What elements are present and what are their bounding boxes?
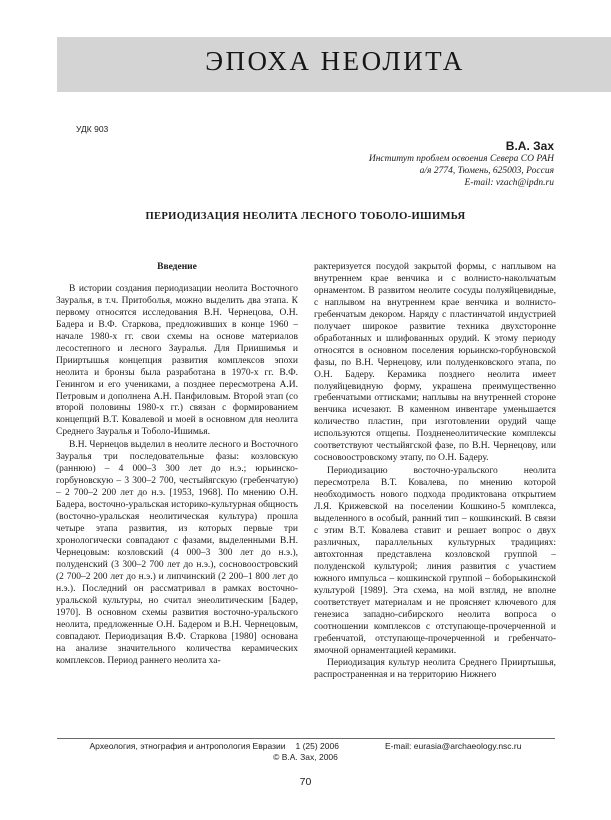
right-column [314, 262, 556, 682]
left-column [56, 258, 298, 667]
author-block [369, 139, 554, 189]
body-paragraph: Периодизацию восточно-уральского неолита пересмотрела В.Т. Ковалева, по мнению которой необходимость нового подхода продиктована открытием Л.Я. Крижевской на поселении Кошкино-5 комплекса, выделенного в особый, ранний тип – кошкинский. В связи с этим В.Т. Ковалева ставит и решает вопрос о двух различных, параллельных культурных традициях: автохтонная представлена козловской группой – полуденской культурой; линия развития с участием южного импульса – кошкинской группой – боборыкинской культурой [1989]. Эта схема, на мой взгляд, не вполне соответствует материалам и не проясняет ключевого для генезиса западно-сибирского неолита вопроса о соотношении комплексов с отступающе-прочерченной и гребенчатой, отступающе-прочерченной и гребенчато-ямочной орнаментацией керамики. [314, 466, 556, 656]
journal-issue: 1 (25) 2006 [295, 741, 339, 751]
page-footer [0, 741, 611, 763]
article-title: ПЕРИОДИЗАЦИЯ НЕОЛИТА ЛЕСНОГО ТОБОЛО-ИШИМЬЯ [145, 211, 466, 222]
footer-divider [57, 738, 555, 739]
journal-title: Археология, этнография и антропология Евразии [89, 741, 286, 751]
copyright: © В.А. Зах, 2006 [273, 752, 338, 762]
page-number: 70 [299, 776, 312, 788]
journal-email[interactable]: E-mail: eurasia@archaeology.nsc.ru [384, 741, 522, 751]
author-name: В.А. Зах [505, 139, 554, 153]
author-email[interactable]: E-mail: vzach@ipdn.ru [464, 178, 554, 188]
body-paragraph: Периодизация культур неолита Среднего Прииртышья, распространенная и на территорию Нижнего [314, 658, 556, 681]
author-affiliation: Институт проблем освоения Севера СО РАН [368, 154, 554, 164]
author-address: а/я 2774, Тюмень, 625003, Россия [419, 166, 554, 176]
body-paragraph: В.Н. Чернецов выделил в неолите лесного и Восточного Зауралья три последовательные фазы: козловскую (раннюю) – 4 000–3 300 лет до н.э.; юрьинско-горбуновскую – 3 300–2 700, честыйягскую (гребенчатую) – 2 700–2 200 лет до н.э. [1953, 1968]. По мнению О.Н. Бадера, восточно-уральская историко-культурная общность (восточно-уральская неолитическая культура) прошла четыре этапа развития, из которых первые три хронологически совпадают с фазами, выделенными В.Н. Чернецовым: козловский (4 000–3 300 лет до н.э.), полуденский (3 300–2 700 лет до н.э.), сосновоостровский (2 700–2 200 лет до н.э.) и липчинский (2 200–1 800 лет до н.э.). Последний он рассматривал в рамках восточно-уральской культуры, но считал энеолитическим [Бадер, 1970]. В основном схемы развития восточно-уральского неолита, предложенные О.Н. Бадером и В.Н. Чернецовым, совпадают. Периодизация В.Ф. Старкова [1980] основана на анализе значительного количества керамических комплексов. Период раннего неолита ха- [56, 440, 298, 666]
body-paragraph: В истории создания периодизации неолита Восточного Зауралья, в т.ч. Притоболья, можно выделить два этапа. К первому относятся исследования В.Н. Чернецова, О.Н. Бадера и В.Ф. Старкова, предложивших в конце 1960 – начале 1980-х гг. свои схемы на основе материалов лесостепного и лесного Зауралья. Для Приишимья и Прииртышья концепция развития комплексов эпохи неолита и бронзы была разработана в 1970-х гг. В.Ф. Генингом и его учениками, а позднее пересмотрена А.И. Петровым и дополнена А.Н. Панфиловым. Второй этап (со второй половины 1980-х гг.) связан с формированием концепций В.Т. Ковалевой и моей в основном для неолита Среднего Зауралья и Тоболо-Ишимья. [56, 283, 298, 438]
udk-code: УДК 903 [76, 124, 109, 134]
body-paragraph: рактеризуется посудой закрытой формы, с наплывом на внутреннем крае венчика и с волнисто-накольчатым орнаментом. В развитом неолите сосуды полуяйцевидные, с наплывом на внутреннем крае венчика и волнисто-гребенчатым декором. Наряду с пластинчатой индустрией получает широкое развитие техника двухстороннe обработанных и шлифованных орудий. К этому периоду относятся в основном поселения юрьинско-горбуновской фазы, по В.Н. Чернецову, или полуденковского этапа, по О.Н. Бадеру. Керамика позднего неолита имеет полуяйцевидную форму, украшена преимущественно гребенчатыми оттисками; наплывы на внутренней стороне венчика исчезают. В каменном инвентаре уменьшается количество пластин, при изготовлении орудий чаще используются отщепы. Поздненеолитические комплексы соответствуют честыйягской фазе, по В.Н. Чернецову, или сосновоостровскому этапу, по О.Н. Бадеру. [314, 262, 556, 464]
section-heading: Введение [157, 262, 197, 272]
section-banner [57, 37, 611, 92]
section-title: ЭПОХА НЕОЛИТА [205, 46, 465, 76]
